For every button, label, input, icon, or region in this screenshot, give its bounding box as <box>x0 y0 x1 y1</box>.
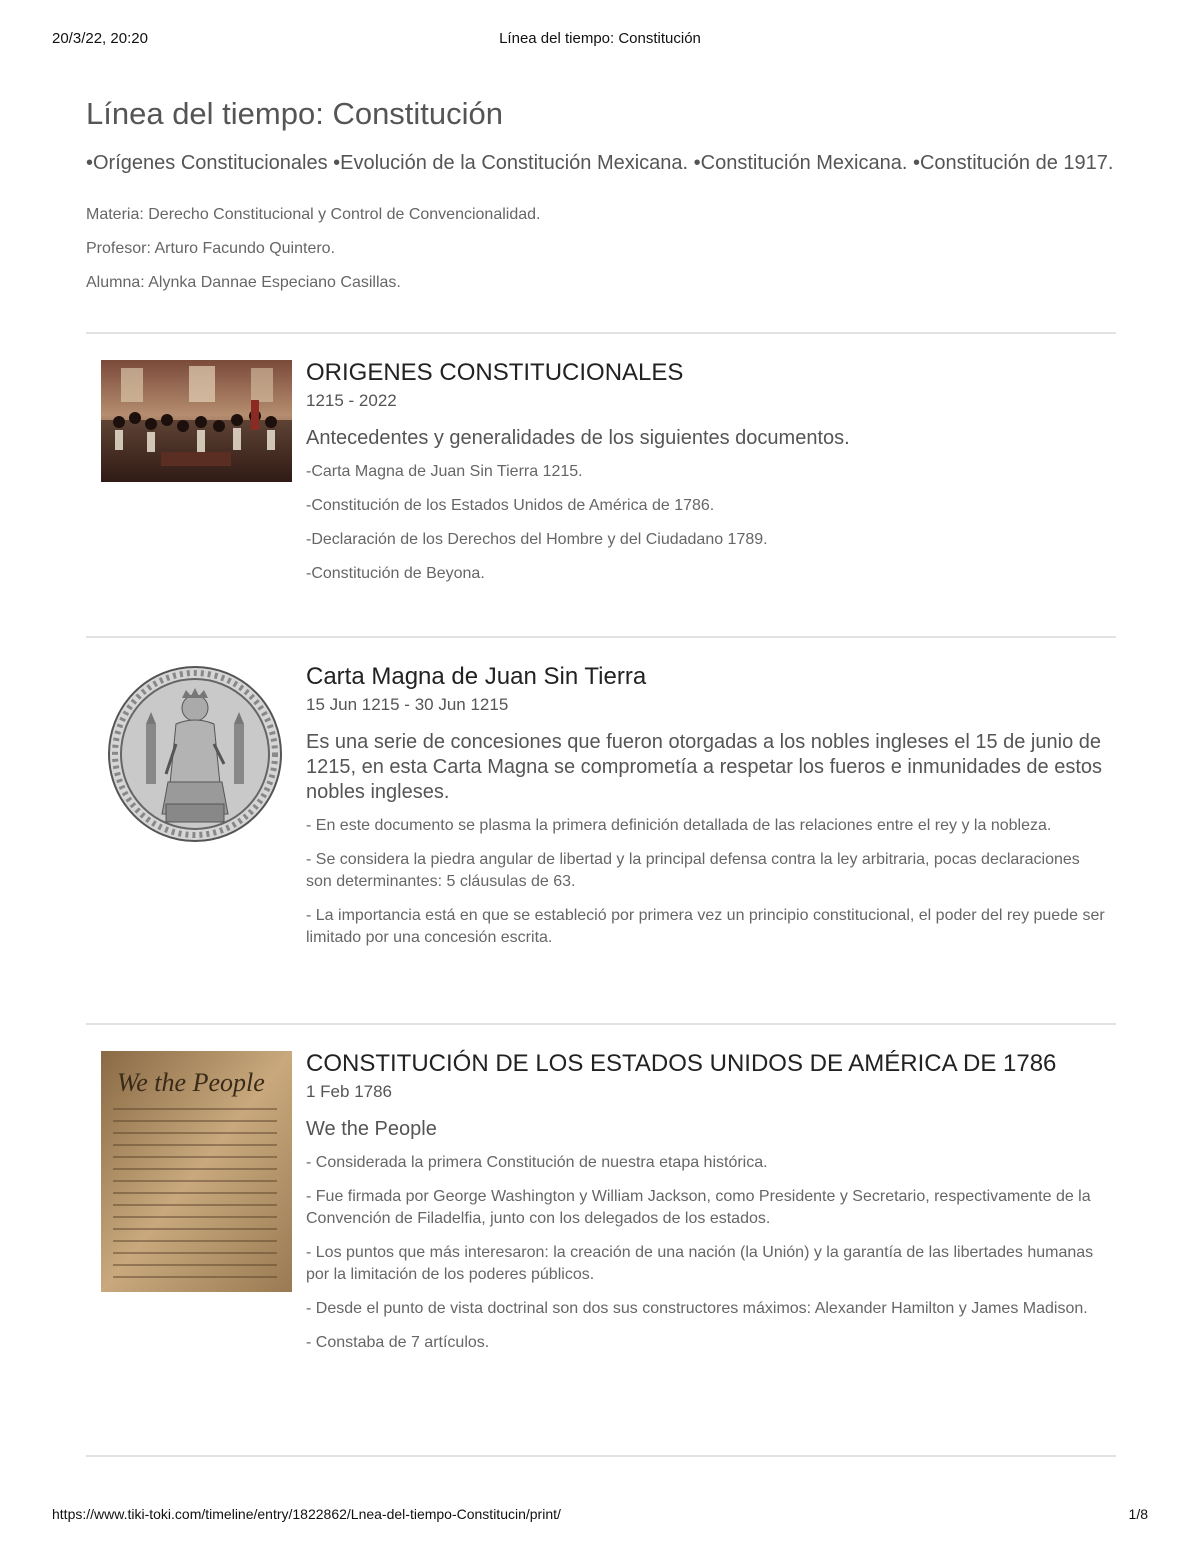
entry-lead: We the People <box>306 1118 437 1140</box>
entry-item: - Considerada la primera Constitución de nuestra etapa histórica. <box>306 1154 768 1171</box>
divider <box>86 1455 1116 1457</box>
entry-body <box>306 1049 1106 1354</box>
timeline-entry <box>86 638 1116 1023</box>
entry-date: 1215 - 2022 <box>306 391 397 410</box>
print-url: https://www.tiki-toki.com/timeline/entry/1822862/Lnea-del-tiempo-Constitucin/print/ <box>52 1506 561 1522</box>
entry-item: - Fue firmada por George Washington y William Jackson, como Presidente y Secretario, respectivamente de la Convención de Filadelfia, junto con los delegados de los estados. <box>306 1188 1091 1227</box>
print-datetime: 20/3/22, 20:20 <box>52 30 148 47</box>
entry-item: - Los puntos que más interesaron: la creación de una nación (la Unión) y la garantía de las libertades humanas por la limitación de los poderes públicos. <box>306 1244 1094 1283</box>
parchment-document-icon <box>101 1051 292 1292</box>
meta-subject: Materia: Derecho Constitucional y Control de Convencionalidad. <box>86 206 541 223</box>
entry-lead: Es una serie de concesiones que fueron otorgadas a los nobles ingleses el 15 de junio de 1215, en esta Carta Magna se comprometía a respetar los fueros e inmunidades de estos nobles ingleses. <box>306 731 1103 803</box>
royal-seal-icon <box>106 664 284 844</box>
timeline-description: •Orígenes Constitucionales •Evolución de la Constitución Mexicana. •Constitución Mexicana. •Constitución de 1917. <box>86 152 1114 174</box>
meta-professor: Profesor: Arturo Facundo Quintero. <box>86 240 336 257</box>
entry-item: -Carta Magna de Juan Sin Tierra 1215. <box>306 463 583 480</box>
entry-body <box>306 358 1106 585</box>
entry-lead: Antecedentes y generalidades de los siguientes documentos. <box>306 427 850 449</box>
entry-item: - Constaba de 7 artículos. <box>306 1334 490 1351</box>
painting-signing-icon <box>101 360 292 482</box>
timeline-entry <box>86 334 1116 636</box>
print-page-title: Línea del tiempo: Constitución <box>499 30 701 47</box>
entry-item: - En este documento se plasma la primera definición detallada de las relaciones entre el rey y la nobleza. <box>306 817 1052 834</box>
timeline-entry <box>86 1025 1116 1455</box>
meta-student: Alumna: Alynka Dannae Especiano Casillas. <box>86 274 401 291</box>
entry-body <box>306 662 1106 949</box>
timeline-title: Línea del tiempo: Constitución <box>86 96 504 131</box>
entry-date: 1 Feb 1786 <box>306 1082 393 1101</box>
entry-date: 15 Jun 1215 - 30 Jun 1215 <box>306 695 509 714</box>
parchment-heading: We the People <box>117 1068 265 1097</box>
entry-item: - Se considera la piedra angular de libertad y la principal defensa contra la ley arbitraria, pocas declaraciones son determinantes: 5 cláusulas de 63. <box>306 851 1080 890</box>
entry-item: -Constitución de los Estados Unidos de América de 1786. <box>306 497 715 514</box>
entry-title: Carta Magna de Juan Sin Tierra <box>306 663 647 690</box>
entry-item: -Constitución de Beyona. <box>306 565 485 582</box>
entry-item: - La importancia está en que se estableció por primera vez un principio constitucional, el poder del rey puede ser limitado por una concesión escrita. <box>306 907 1105 946</box>
entry-title: ORIGENES CONSTITUCIONALES <box>306 359 684 386</box>
page-number: 1/8 <box>1128 1506 1148 1522</box>
timeline-content <box>86 94 1116 1457</box>
entry-title: CONSTITUCIÓN DE LOS ESTADOS UNIDOS DE AMÉRICA DE 1786 <box>306 1050 1057 1077</box>
entry-item: - Desde el punto de vista doctrinal son dos sus constructores máximos: Alexander Hamilton y James Madison. <box>306 1300 1088 1317</box>
entry-item: -Declaración de los Derechos del Hombre y del Ciudadano 1789. <box>306 531 768 548</box>
